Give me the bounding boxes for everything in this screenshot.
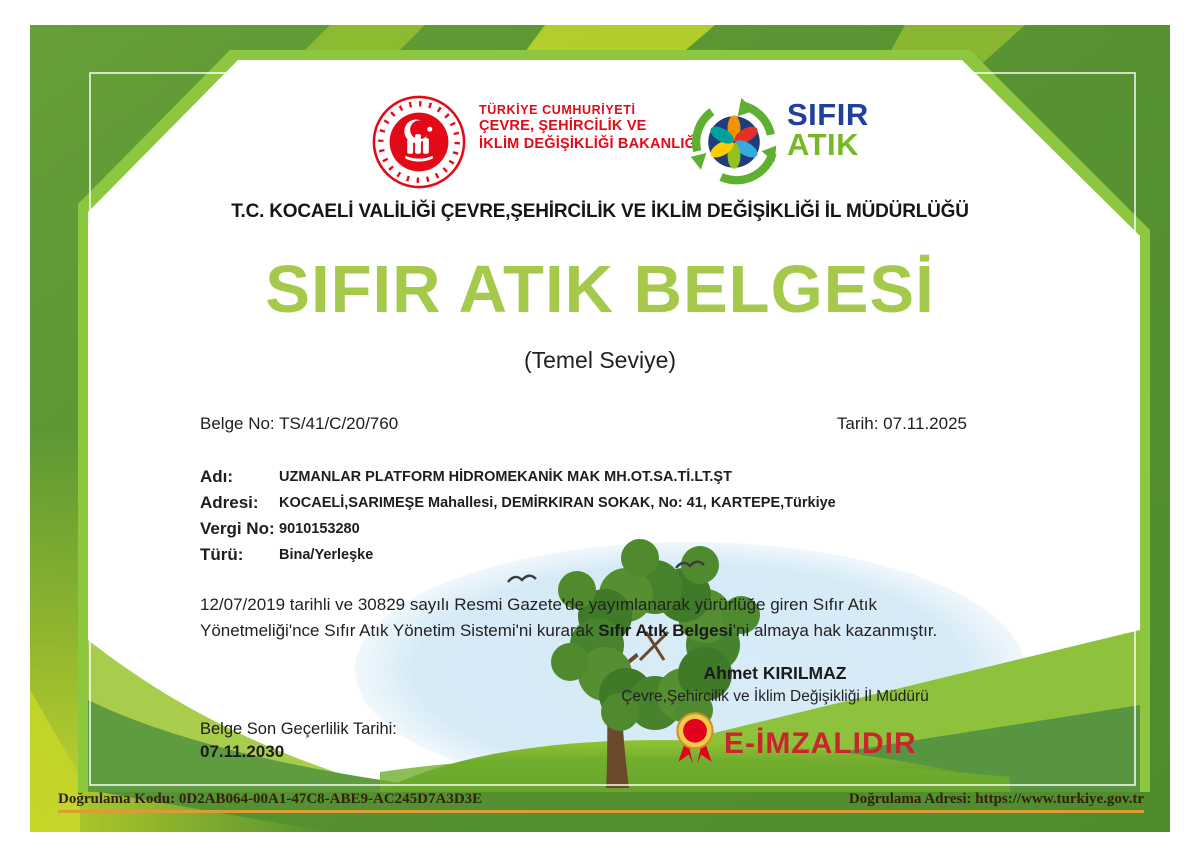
signatory-title: Çevre,Şehircilik ve İklim Değişikliği İl Müdürü bbox=[621, 688, 929, 705]
medal-icon bbox=[672, 708, 718, 773]
detail-value: KOCAELİ,SARIMEŞE Mahallesi, DEMİRKIRAN SOKAK, No: 41, KARTEPE,Türkiye bbox=[279, 495, 836, 511]
recipient-details bbox=[200, 467, 836, 571]
verification-code bbox=[58, 791, 482, 808]
zero-waste-wordmark bbox=[787, 97, 869, 163]
document-date-label: Tarih: bbox=[836, 414, 879, 433]
detail-value: 9010153280 bbox=[279, 521, 360, 537]
ministry-line3: İKLİM DEĞİŞİKLİĞİ BAKANLIĞI bbox=[479, 135, 701, 152]
certificate-subtitle: (Temel Seviye) bbox=[523, 347, 677, 373]
document-number bbox=[200, 414, 398, 434]
detail-value: Bina/Yerleşke bbox=[279, 547, 374, 563]
document-number-value: TS/41/C/20/760 bbox=[279, 414, 399, 433]
ministry-emblem-icon bbox=[370, 93, 468, 191]
body-text-1: 12/07/2019 tarihli ve 30829 sayılı Resmi Gazete'de yayımlanarak yürürlüğe giren Sıfır Atık Yönetmeliği'nce Sıfır Atık Yönetim Sistemi'ni kurarak bbox=[200, 595, 877, 641]
document-date bbox=[837, 414, 967, 434]
detail-label: Vergi No: bbox=[200, 519, 275, 538]
ministry-wordmark bbox=[479, 103, 700, 154]
validity-label: Belge Son Geçerlilik Tarihi: bbox=[200, 720, 397, 738]
document-date-value: 07.11.2025 bbox=[883, 414, 967, 433]
validity-date: 07.11.2030 bbox=[200, 742, 285, 761]
detail-label: Adı: bbox=[200, 467, 234, 486]
body-text-2: 'ni almaya hak kazanmıştır. bbox=[732, 621, 938, 641]
certificate-body-paragraph bbox=[200, 592, 972, 645]
zero-waste-word2: ATIK bbox=[787, 127, 860, 163]
zero-waste-word1: SIFIR bbox=[787, 97, 869, 132]
verification-bar bbox=[58, 791, 1144, 808]
detail-label: Adresi: bbox=[200, 493, 259, 512]
detail-label: Türü: bbox=[200, 545, 244, 564]
verification-code-value: 0D2AB064-00A1-47C8-ABE9-AC245D7A3D3E bbox=[178, 791, 483, 807]
signature-block bbox=[540, 663, 1010, 706]
zero-waste-logo-icon bbox=[688, 96, 780, 188]
validity-block bbox=[200, 720, 397, 762]
detail-row-address bbox=[200, 493, 836, 513]
ministry-line1: TÜRKİYE CUMHURİYETİ bbox=[479, 103, 636, 117]
e-signature-badge bbox=[672, 708, 917, 773]
ministry-line2: ÇEVRE, ŞEHİRCİLİK VE bbox=[479, 118, 647, 135]
detail-row-taxno bbox=[200, 519, 836, 539]
detail-value: UZMANLAR PLATFORM HİDROMEKANİK MAK MH.OT.SA.Tİ.LT.ŞT bbox=[279, 469, 732, 485]
detail-row-name bbox=[200, 467, 836, 487]
certificate-title: SIFIR ATIK BELGESİ bbox=[265, 252, 935, 327]
verification-address-value: https://www.turkiye.gov.tr bbox=[975, 791, 1144, 807]
verification-code-label: Doğrulama Kodu: bbox=[58, 791, 176, 807]
e-signature-label: E-İMZALIDIR bbox=[724, 726, 917, 760]
detail-row-type bbox=[200, 545, 836, 565]
verification-address bbox=[849, 791, 1144, 808]
body-text-bold: Sıfır Atık Belgesi bbox=[598, 621, 733, 641]
signatory-name: Ahmet KIRILMAZ bbox=[703, 663, 847, 683]
authority-line: T.C. KOCAELİ VALİLİĞİ ÇEVRE,ŞEHİRCİLİK VE İKLİM DEĞİŞİKLİĞİ İL MÜDÜRLÜĞÜ bbox=[231, 201, 969, 222]
document-number-label: Belge No: bbox=[200, 414, 275, 433]
verification-address-label: Doğrulama Adresi: bbox=[848, 791, 972, 807]
